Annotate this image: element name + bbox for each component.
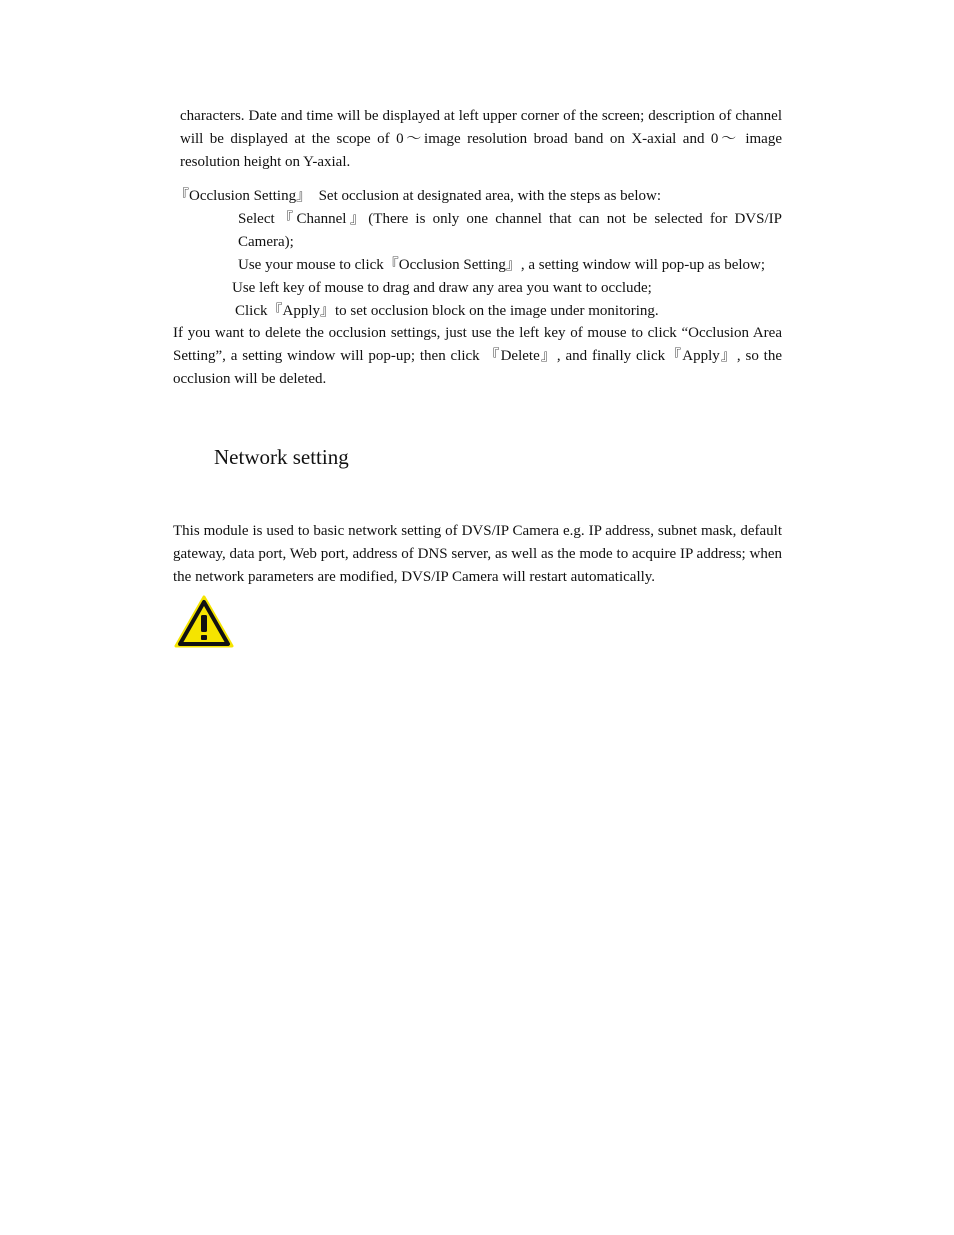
intro-paragraph: characters. Date and time will be displayed at left upper corner of the screen; description of channel will be displayed at the scope of 0～image resolution broad band on X-axial and 0～ image resolution height on Y-axial. (180, 108, 782, 170)
occlusion-step-draw-area: Use left key of mouse to drag and draw any area you want to occlude; (232, 280, 652, 296)
occlusion-step-apply: Click『Apply』to set occlusion block on the image under monitoring. (235, 303, 659, 319)
network-setting-title: Network setting (214, 445, 349, 469)
occlusion-step-click-setting: Use your mouse to click『Occlusion Setting』, a setting window will pop-up as below; (238, 257, 766, 273)
network-setting-description: This module is used to basic network setting of DVS/IP Camera e.g. IP address, subnet mask, default gateway, data port, Web port, address of DNS server, as well as the mode to acquire IP address; when the network parameters are modified, DVS/IP Camera will restart automatically. (173, 523, 782, 585)
warning-icon (173, 594, 235, 650)
occlusion-setting-heading: 『Occlusion Setting』 Set occlusion at designated area, with the steps as below: (174, 188, 661, 204)
occlusion-delete-note: If you want to delete the occlusion settings, just use the left key of mouse to click “Occlusion Area Setting”, a setting window will pop-up; then click 『Delete』, and finally click『Apply』, so the occlusion will be deleted. (173, 325, 782, 387)
occlusion-step-select-channel: Select『Channel』(There is only one channel that can not be selected for DVS/IP Camera); (238, 211, 782, 250)
